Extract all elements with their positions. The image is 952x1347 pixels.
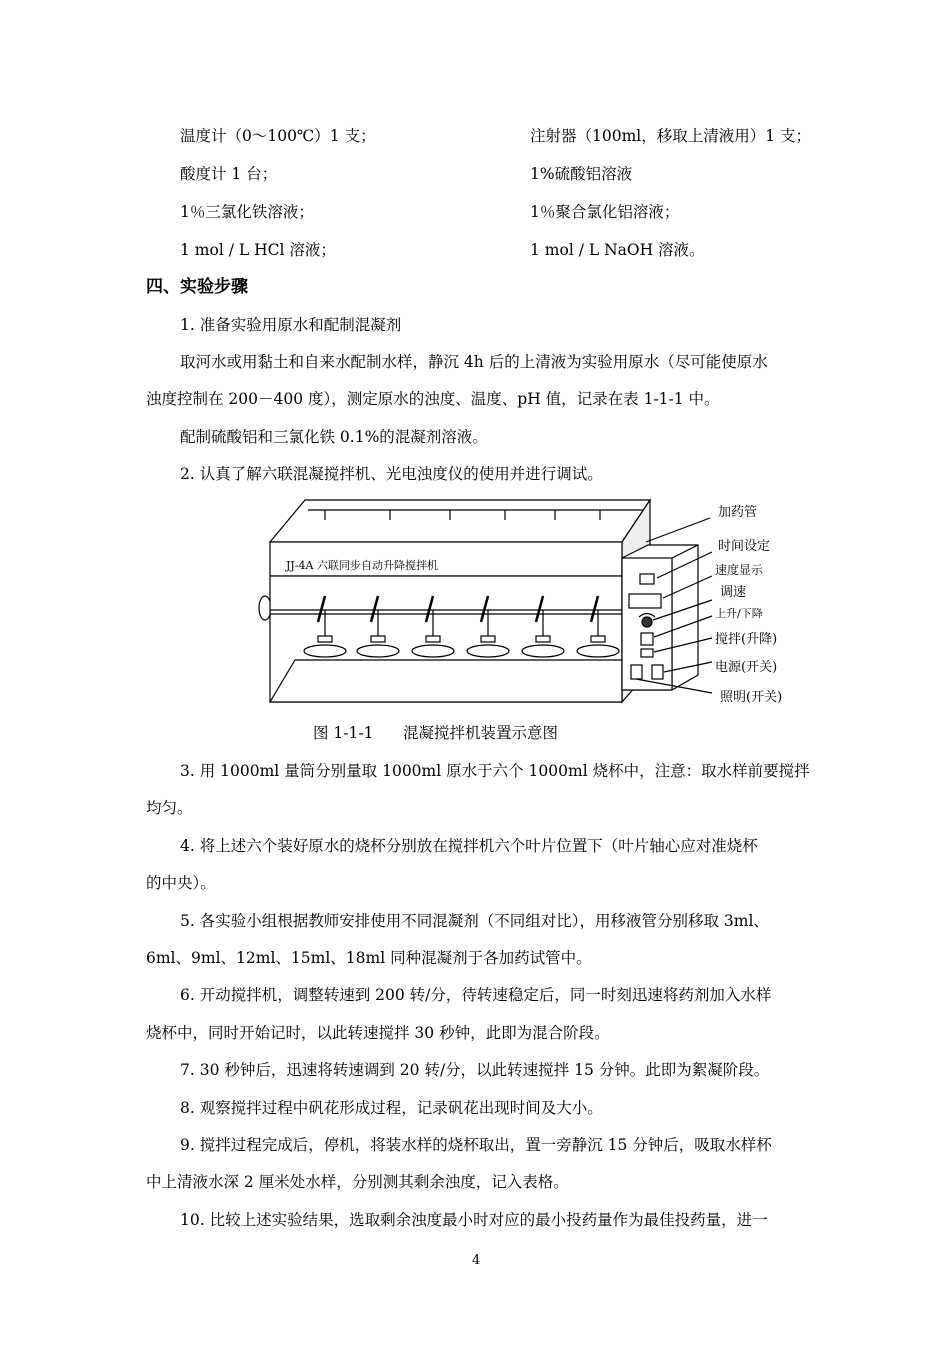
callout-label: 搅拌(升降) [715,632,778,647]
section-heading: 四、实验步骤 [146,277,248,297]
paragraph-line: 的中央）。 [146,874,216,892]
paragraph-line: 10. 比较上述实验结果，选取剩余浊度最小时对应的最小投药量作为最佳投药量，进一 [180,1211,768,1229]
equipment-item: 酸度计 1 台； [180,165,278,183]
paragraph-line: 配制硫酸铝和三氯化铁 0.1%的混凝剂溶液。 [180,428,488,446]
callout-label: 速度显示 [715,563,764,577]
step-1-title: 1. 准备实验用原水和配制混凝剂 [180,316,402,334]
paragraph-line: 中上清液水深 2 厘米处水样，分别测其剩余浊度，记入表格。 [146,1173,569,1191]
callout-label: 调速 [720,585,747,600]
callout-label: 照明(开关) [720,690,783,705]
paragraph-line: 6. 开动搅拌机，调整转速到 200 转/分，待转速稳定后，同一时刻迅速将药剂加入水样 [180,986,772,1004]
callout-label: 电源(开关) [715,660,778,675]
equipment-item: 注射器（100ml，移取上清液用）1 支； [530,127,812,145]
equipment-item: 1 mol / L HCl 溶液； [180,241,336,259]
figure-caption-number: 图 1-1-1 [313,724,374,742]
step-2: 2. 认真了解六联混凝搅拌机、光电浊度仪的使用并进行调试。 [180,465,603,483]
paragraph-line: 烧杯中，同时开始记时，以此转速搅拌 30 秒钟，此即为混合阶段。 [146,1024,610,1042]
equipment-item: 1 mol / L NaOH 溶液。 [530,241,705,259]
paragraph-line: 取河水或用黏土和自来水配制水样，静沉 4h 后的上清液为实验用原水（尽可能使原水 [180,353,768,371]
callout-label: 时间设定 [718,539,771,554]
figure-caption-text: 混凝搅拌机装置示意图 [403,724,559,742]
paragraph-line: 8. 观察搅拌过程中矾花形成过程，记录矾花出现时间及大小。 [180,1099,603,1117]
paragraph-line: 4. 将上述六个装好原水的烧杯分别放在搅拌机六个叶片位置下（叶片轴心应对准烧杯 [180,837,758,855]
page-number: 4 [472,1253,481,1268]
paragraph-line: 浊度控制在 200－400 度），测定原水的浊度、温度、pH 值，记录在表 1-1-1 中。 [146,390,720,408]
machine-label: JJ-4A 六联同步自动升降搅拌机 [286,559,438,572]
equipment-item: 1%硫酸铝溶液 [530,165,633,183]
paragraph-line: 均匀。 [146,799,193,817]
paragraph-line: 6ml、9ml、12ml、15ml、18ml 同种混凝剂于各加药试管中。 [146,949,592,967]
equipment-item: 1％三氯化铁溶液； [180,203,314,221]
equipment-item: 1％聚合氯化铝溶液； [530,203,680,221]
paragraph-line: 3. 用 1000ml 量筒分别量取 1000ml 原水于六个 1000ml 烧杯中，注意：取水样前要搅拌 [180,762,810,780]
equipment-item: 温度计（0～100℃）1 支； [180,127,376,145]
mixer-diagram [250,490,810,715]
paragraph-line: 7. 30 秒钟后，迅速将转速调到 20 转/分，以此转速搅拌 15 分钟。此即为絮凝阶段。 [180,1061,770,1079]
paragraph-line: 5. 各实验小组根据教师安排使用不同混凝剂（不同组对比），用移液管分别移取 3ml、 [180,912,769,930]
callout-label: 上升/下降 [715,607,763,620]
paragraph-line: 9. 搅拌过程完成后，停机，将装水样的烧杯取出，置一旁静沉 15 分钟后，吸取水样杯 [180,1136,772,1154]
callout-label: 加药管 [718,505,758,520]
